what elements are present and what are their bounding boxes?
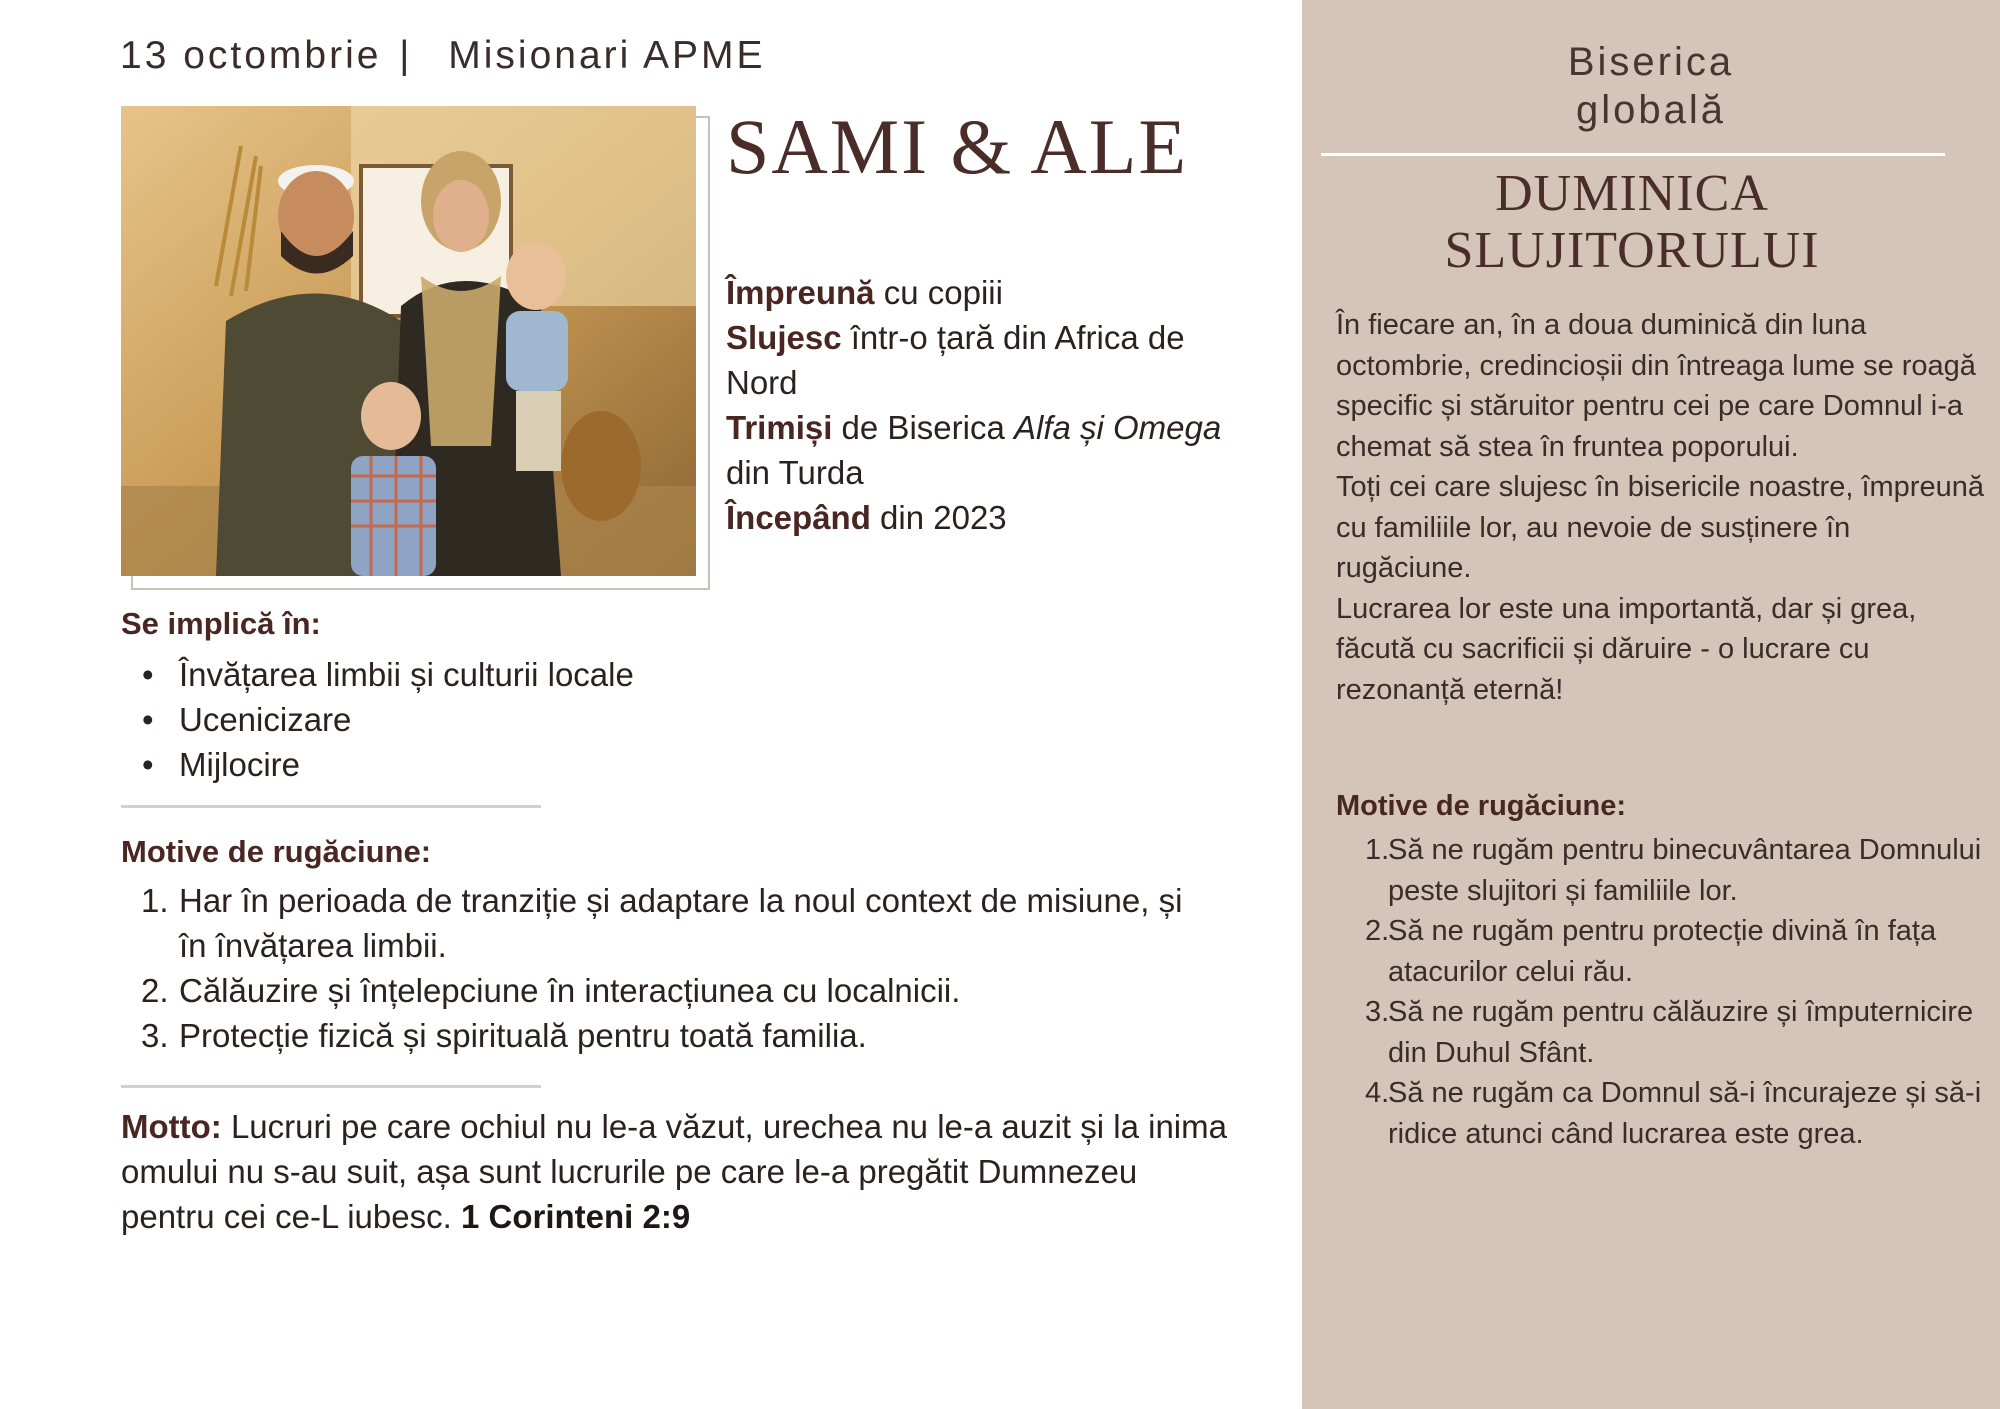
fact-sent: Trimiși de Biserica Alfa și Omega din Turda: [726, 409, 1222, 491]
involvement-list: [142, 652, 634, 787]
page-header: [120, 34, 766, 78]
list-item: 3. Protecție fizică și spirituală pentru toată familia.: [141, 1017, 867, 1054]
involvement-heading: Se implică în:: [121, 606, 321, 641]
category-label: Misionari APME: [448, 34, 766, 77]
header-separator: |: [399, 34, 413, 77]
list-item: • Ucenicizare: [142, 697, 634, 742]
list-item: 1. Să ne rugăm pentru binecuvântarea Domnului peste slujitori și familiile lor.: [1365, 834, 1982, 907]
prayer-list: [121, 878, 1211, 1058]
sidebar-divider: [1321, 153, 1945, 156]
sidebar-prayer-list: [1336, 830, 1996, 1154]
fact-together: Împreună cu copiii: [726, 274, 1003, 311]
sidebar-heading: DUMINICA SLUJITORULUI: [1444, 165, 1820, 279]
family-photo: [121, 106, 696, 576]
motto-label: Motto:: [121, 1108, 222, 1145]
fact-serve: Slujesc într-o țară din Africa de Nord: [726, 319, 1185, 401]
missionary-facts: [726, 270, 1246, 540]
sidebar-title: Biserica globală: [1567, 40, 1735, 132]
sidebar-paragraph: Toți cei care slujesc în bisericile noastre, împreună cu familiile lor, au nevoie de susținere în rugăciune.: [1336, 471, 1984, 584]
motto-reference: 1 Corinteni 2:9: [460, 1198, 691, 1235]
sidebar-paragraph: Lucrarea lor este una importantă, dar și grea, făcută cu sacrificii și dăruire - o lucrare cu rezonanță eternă!: [1336, 592, 1917, 706]
list-item: 3. Să ne rugăm pentru călăuzire și împuternicire din Duhul Sfânt.: [1365, 996, 1974, 1069]
section-divider: [121, 1085, 541, 1088]
sidebar-prayer-heading: Motive de rugăciune:: [1336, 790, 1627, 822]
section-divider: [121, 805, 541, 808]
date-label: 13 octombrie: [120, 34, 382, 77]
list-item: • Mijlocire: [142, 742, 634, 787]
fact-since: Începând din 2023: [726, 499, 1007, 536]
motto-text: Lucruri pe care ochiul nu le-a văzut, urechea nu le-a auzit și la inima omului nu s-au suit, așa sunt lucrurile pe care le-a pregătit Dumnezeu pentru cei ce-L iubesc.: [121, 1108, 1227, 1235]
list-item: 2. Călăuzire și înțelepciune în interacțiunea cu localnicii.: [141, 972, 961, 1009]
sidebar-paragraph: În fiecare an, în a doua duminică din luna octombrie, credincioșii din întreaga lume se roagă specific și stăruitor pentru cei pe care Domnul i-a chemat să stea în fruntea poporului.: [1336, 309, 1976, 463]
missionary-name: SAMI & ALE: [726, 103, 1189, 190]
list-item: 4. Să ne rugăm ca Domnul să-i încurajeze și să-i ridice atunci când lucrarea este grea.: [1365, 1077, 1982, 1150]
sidebar: [1302, 0, 2000, 1409]
family-photo-illustration: [121, 106, 696, 576]
list-item: 1. Har în perioada de tranziție și adaptare la noul context de misiune, și în învățarea limbii.: [141, 882, 1183, 964]
list-item: • Învățarea limbii și culturii locale: [142, 652, 634, 697]
prayer-heading: Motive de rugăciune:: [121, 834, 432, 869]
motto: [121, 1104, 1231, 1239]
list-item: 2. Să ne rugăm pentru protecție divină în fața atacurilor celui rău.: [1365, 915, 1937, 988]
sidebar-body: [1336, 305, 1986, 710]
